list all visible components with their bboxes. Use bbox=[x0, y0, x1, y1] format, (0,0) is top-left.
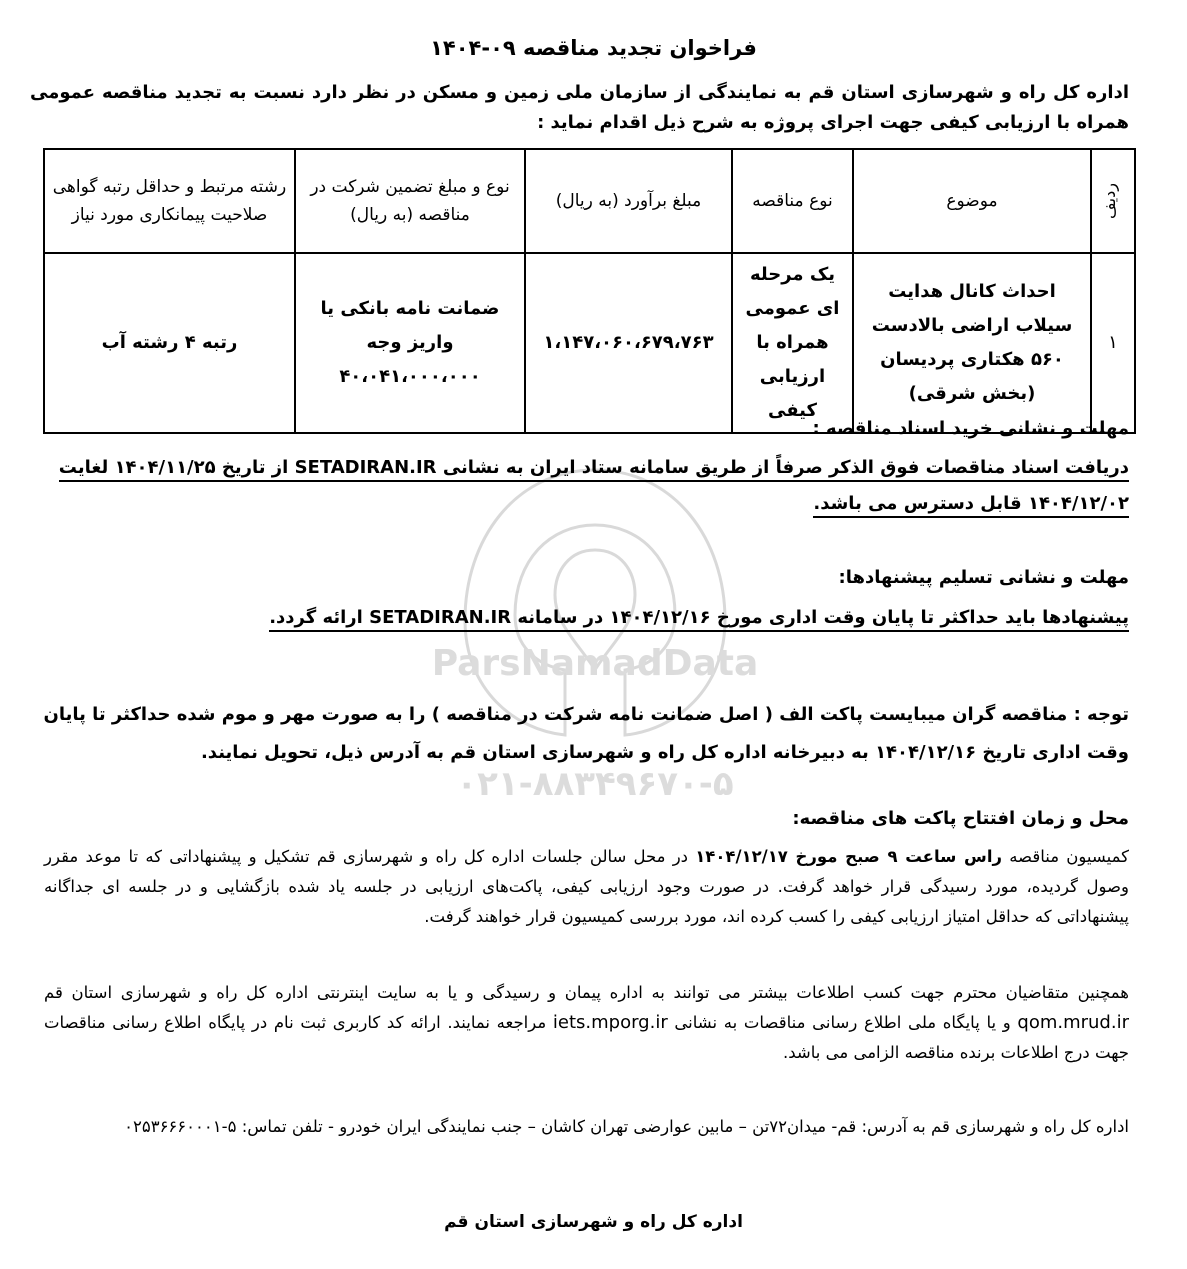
cell-estimate: ۱،۱۴۷،۰۶۰،۶۷۹،۷۶۳ bbox=[525, 253, 732, 433]
info-text-a: همچنین متقاضیان محترم جهت کسب اطلاعات بیشتر می توانند به اداره پیمان و رسیدگی و یا به سایت اینترنتی اداره کل راه و شهرسازی استان قم bbox=[44, 983, 1129, 1002]
header-subject: موضوع bbox=[853, 149, 1091, 253]
note-text: توجه : مناقصه گران میبایست پاکت الف ( اصل ضمانت نامه شرکت در مناقصه ) را به صورت مهر و موم شده حداکثر تا پایان وقت اداری تاریخ ۱۴۰۴/۱۲/۱۶ به دبیرخانه اداره کل راه و شهرسازی استان قم به آدرس ذیل، تحویل نمایند. bbox=[43, 704, 1129, 763]
info-site2-link[interactable]: iets.mporg.ir bbox=[552, 1012, 668, 1033]
notice-title: فراخوان تجدید مناقصه ۰۹-۱۴۰۴ bbox=[430, 36, 757, 60]
table-row bbox=[44, 253, 1135, 433]
docs-text-b: از تاریخ ۱۴۰۴/۱۱/۲۵ لغایت ۱۴۰۴/۱۲/۰۲ قابل دسترس می باشد. bbox=[58, 457, 1129, 514]
docs-heading: مهلت و نشانی خرید اسناد مناقصه : bbox=[812, 418, 1129, 439]
table-header-row bbox=[44, 149, 1135, 253]
docs-site-link[interactable]: SETADIRAN.IR bbox=[294, 457, 437, 478]
notice-intro: اداره کل راه و شهرسازی استان قم به نمایندگی از سازمان ملی زمین و مسکن در نظر دارد نسبت به تجدید مناقصه عمومی همراه با ارزیابی کیفی جهت اجرای پروژه به شرح ذیل اقدام نماید : bbox=[30, 82, 1129, 133]
footer-signature: اداره کل راه و شهرسازی استان قم bbox=[444, 1212, 743, 1232]
header-row-no: ردیف bbox=[1091, 149, 1135, 253]
info-text bbox=[44, 978, 1129, 1068]
cell-row-no: ۱ bbox=[1091, 253, 1135, 433]
opening-time: راس ساعت ۹ صبح مورخ ۱۴۰۴/۱۲/۱۷ bbox=[695, 847, 1002, 866]
header-tender-type: نوع مناقصه bbox=[732, 149, 853, 253]
cell-tender-type: یک مرحله ای عمومی همراه با ارزیابی کیفی bbox=[732, 253, 853, 433]
submission-text bbox=[30, 600, 1129, 636]
submission-text-underlined bbox=[269, 607, 1129, 632]
watermark-phone: ۰۲۱-۸۸۳۴۹۶۷۰-۵ bbox=[456, 764, 734, 804]
cell-guarantee: ضمانت نامه بانکی یا واریز وجه ۴۰،۰۴۱،۰۰۰،۰۰۰ bbox=[295, 253, 525, 433]
info-site1-link[interactable]: qom.mrud.ir bbox=[1017, 1012, 1129, 1033]
info-text-b: و یا پایگاه ملی اطلاع رسانی مناقصات به نشانی bbox=[674, 1013, 1011, 1032]
opening-body: در محل سالن جلسات اداره کل راه و شهرسازی قم تشکیل و پیشنهاداتی که تا موعد مقرر وصول گردیده، مورد رسیدگی قرار خواهد گرفت. در صورت وجود ارزیابی کیفی، پاکت‌های ارزیابی در جلسه یاد شده بازگشایی و در جلسه ای جداگانه پیشنهاداتی که حداقل امتیاز ارزیابی کیفی را کسب کرده اند، مورد بررسی کمیسیون قرار خواهند گرفت. bbox=[44, 847, 1129, 926]
submission-heading: مهلت و نشانی تسلیم پیشنهادها: bbox=[838, 567, 1129, 588]
submission-site-link[interactable]: SETADIRAN.IR bbox=[369, 607, 512, 628]
opening-text bbox=[44, 842, 1129, 932]
info-text-c: مراجعه نمایند. ارائه کد کاربری ثبت نام در پایگاه اطلاع رسانی مناقصات جهت درج اطلاعات برنده مناقصه الزامی می باشد. bbox=[44, 1013, 1129, 1062]
docs-text-underlined bbox=[59, 457, 1129, 518]
header-guarantee: نوع و مبلغ تضمین شرکت در مناقصه (به ریال) bbox=[295, 149, 525, 253]
tender-table bbox=[43, 148, 1136, 434]
header-grade: رشته مرتبط و حداقل رتبه گواهی صلاحیت پیمانکاری مورد نیاز bbox=[44, 149, 295, 253]
opening-lead: کمیسیون مناقصه bbox=[1009, 847, 1129, 866]
address-text: اداره کل راه و شهرسازی قم به آدرس: قم- میدان۷۲تن – مابین عوارضی تهران کاشان – جنب نمایندگی ایران خودرو - تلفن تماس: ۵-۰۲۵۳۶۶۶۰۰۰۱ bbox=[124, 1117, 1129, 1136]
header-estimate: مبلغ برآورد (به ریال) bbox=[525, 149, 732, 253]
cell-subject: احداث کانال هدایت سیلاب اراضی بالادست ۵۶۰ هکتاری پردیسان (بخش شرقی) bbox=[853, 253, 1091, 433]
cell-grade: رتبه ۴ رشته آب bbox=[44, 253, 295, 433]
submission-text-a: پیشنهادها باید حداکثر تا پایان وقت اداری مورخ ۱۴۰۴/۱۲/۱۶ در سامانه bbox=[517, 607, 1129, 628]
docs-text-a: دریافت اسناد مناقصات فوق الذکر صرفاً از طریق سامانه ستاد ایران به نشانی bbox=[442, 457, 1129, 478]
docs-text bbox=[40, 450, 1129, 522]
submission-text-b: ارائه گردد. bbox=[269, 607, 363, 628]
opening-heading: محل و زمان افتتاح پاکت های مناقصه: bbox=[792, 808, 1129, 829]
watermark-brand: ParsNamadData bbox=[431, 643, 759, 684]
